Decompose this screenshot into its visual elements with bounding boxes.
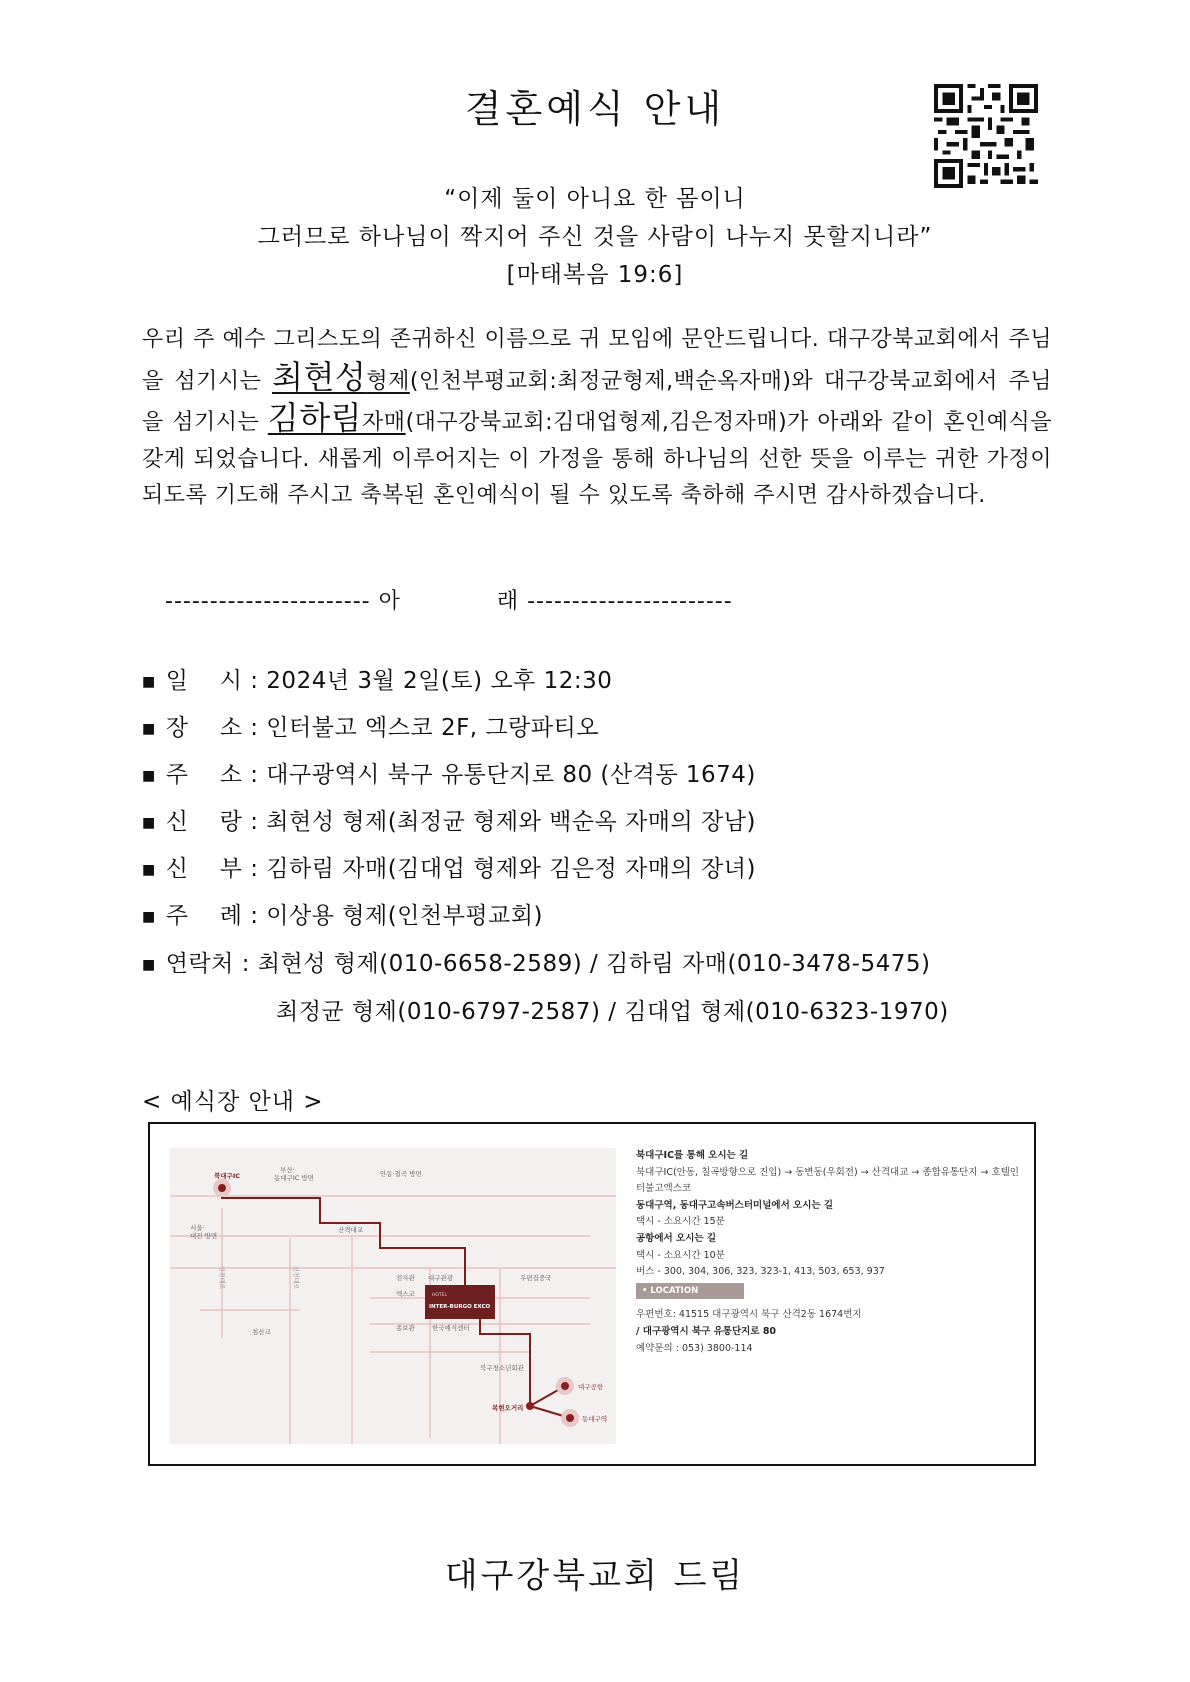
bride-name: 김하림 [267, 399, 363, 437]
address-text: / 대구광역시 북구 유통단지로 80 [636, 1325, 777, 1337]
directions-heading: 북대구IC를 통해 오시는 길 [636, 1150, 749, 1161]
directions-text: 버스 - 300, 304, 306, 323, 323-1, 413, 503, 653, 937 [636, 1266, 885, 1278]
groom-title: 형제 [366, 368, 410, 394]
map-label: 신천대로 [292, 1266, 299, 1290]
map-label: 부산· [280, 1166, 295, 1174]
map-label: 대구공항 [578, 1383, 604, 1391]
map-label: 엑스코 [396, 1290, 415, 1298]
detail-value: 이상용 형제(인천부평교회) [266, 903, 543, 929]
address-text: 우편번호: 41515 대구광역시 북구 산격2동 1674번지 [636, 1309, 862, 1321]
directions-text: 북대구IC(안동, 칠곡방향으로 진입) → 동변동(우회전) → 산격대교 → 종합유통단지 → 호텔인터불고엑스코 [636, 1166, 1019, 1195]
detail-label: 일 시 [165, 668, 243, 694]
directions-heading: 동대구역, 동대구고속버스터미널에서 오시는 길 [636, 1199, 834, 1211]
bride-title: 자매 [362, 410, 406, 435]
map-label: 북구청소년회관 [480, 1364, 524, 1372]
detail-label: 장 소 [165, 715, 243, 741]
map-label: 복현오거리 [492, 1404, 524, 1412]
phone-text: 예약문의 : 053) 3800-114 [636, 1342, 753, 1354]
map-label: 동대구역 [582, 1415, 608, 1423]
map-label: 우편집중국 [520, 1274, 552, 1282]
venue-map[interactable] [170, 1148, 616, 1444]
bullet-icon: ■ [142, 814, 156, 831]
paragraph-text: (인천부평교회:최정균형제,백순옥자매)와 대구강북교회에서 주님을 섬기시는 [142, 368, 1052, 435]
detail-value: 인터불고 엑스코 2F, 그랑파티오 [266, 715, 600, 741]
divider-left: ----------------------- 아 [165, 589, 401, 614]
bullet-icon: ■ [142, 720, 156, 737]
bullet-icon: ■ [142, 767, 156, 784]
paragraph-text: (대구강북교회:김대업형제,김은정자매)가 아래와 같이 혼인예식을 갖게 되었습니다. 새롭게 이루어지는 이 가정을 통해 하나님의 선한 뜻을 이루는 귀한 가정이 되도록 기도해 주시고 축복된 혼인예식이 될 수 있도록 축하해 주시면 감사하겠습니다. [142, 410, 1052, 508]
directions-panel [636, 1148, 1026, 1357]
map-label: 북대구IC [214, 1172, 241, 1180]
map-label: 신천대로 [218, 1266, 225, 1290]
map-label: 전자관 [396, 1274, 415, 1282]
detail-label: 주 소 [165, 762, 243, 788]
detail-row: ■ 신 부 : 김하림 자매(김대업 형제와 김은정 자매의 장녀) [142, 856, 756, 882]
detail-row: ■ 주 례 : 이상용 형제(인천부평교회) [142, 903, 543, 929]
bullet-icon: ■ [142, 673, 156, 690]
verse-line-2: 그러므로 하나님이 짝지어 주신 것을 사람이 나누지 못할지니라” [257, 224, 933, 250]
detail-value: 김하림 자매(김대업 형제와 김은정 자매의 장녀) [266, 856, 756, 882]
verse-line-1: “이제 둘이 아니요 한 몸이니 [444, 186, 746, 212]
detail-row: ■ 일 시 : 2024년 3월 2일(토) 오후 12:30 [142, 668, 613, 694]
groom-name: 최현성 [272, 357, 367, 396]
detail-value: 최현성 형제(최정균 형제와 백순옥 자매의 장남) [266, 809, 756, 835]
groom-highlight [272, 357, 410, 396]
section-divider [165, 584, 1045, 615]
map-label: HOTEL [432, 1293, 448, 1298]
map-label: 대구관광 [428, 1274, 454, 1282]
directions-heading: 공항에서 오시는 길 [636, 1232, 717, 1244]
bride-highlight [267, 399, 406, 437]
map-label: 서울· [190, 1224, 205, 1232]
map-label: 안동·칠곡 방면 [380, 1170, 422, 1178]
bullet-icon: ■ [142, 956, 156, 973]
detail-row: ■ 장 소 : 인터불고 엑스코 2F, 그랑파티오 [142, 715, 600, 741]
qr-code[interactable] [934, 84, 1038, 188]
detail-value: 대구광역시 북구 유통단지로 80 (산격동 1674) [266, 762, 756, 788]
detail-row: ■ 연락처 : 최현성 형제(010-6658-2589) / 김하림 자매(010-3478-5475) [142, 951, 931, 977]
detail-value: 최현성 형제(010-6658-2589) / 김하림 자매(010-3478-5475) [257, 951, 931, 977]
location-label: • LOCATION [636, 1283, 744, 1300]
detail-label: 신 랑 [165, 809, 243, 835]
map-label: 산격대교 [338, 1226, 364, 1234]
hotel-marker [425, 1285, 495, 1319]
venue-heading: < 예식장 안내 > [142, 1089, 324, 1115]
detail-label: 연락처 [165, 951, 234, 977]
detail-value: 2024년 3월 2일(토) 오후 12:30 [266, 668, 613, 694]
bullet-icon: ■ [142, 908, 156, 925]
verse-reference: [마태복음 19:6] [506, 262, 684, 288]
detail-row: ■ 신 랑 : 최현성 형제(최정균 형제와 백순옥 자매의 장남) [142, 809, 756, 835]
map-label: 종보관 [396, 1324, 415, 1332]
detail-label: 주 례 [165, 903, 243, 929]
paragraph-text: 우리 주 예수 그리스도의 존귀하신 이름으로 귀 모임에 문안드립니다. 대구강북교회에서 주님을 섬기시는 [142, 327, 1052, 394]
divider-right: 래 ----------------------- [496, 589, 733, 614]
bullet-icon: ■ [142, 861, 156, 878]
directions-text: 택시 - 소요시간 15분 [636, 1216, 725, 1228]
invitation-paragraph [142, 322, 1052, 515]
map-label: 침산교 [252, 1328, 271, 1336]
map-label: 한국예식센터 [432, 1324, 470, 1332]
map-label: 대전 방면 [190, 1232, 218, 1240]
page-title: 결혼예식 안내 [464, 87, 726, 131]
footer-signature: 대구강북교회 드림 [444, 1556, 746, 1596]
map-label: INTER-BURGO EXCO [429, 1304, 491, 1310]
directions-text: 택시 - 소요시간 10분 [636, 1249, 725, 1261]
detail-row: ■ 주 소 : 대구광역시 북구 유통단지로 80 (산격동 1674) [142, 762, 756, 788]
contact-extra: 최정균 형제(010-6797-2587) / 김대업 형제(010-6323-1970) [276, 999, 949, 1025]
detail-label: 신 부 [165, 856, 243, 882]
map-label: 동대구IC 방면 [274, 1174, 314, 1182]
